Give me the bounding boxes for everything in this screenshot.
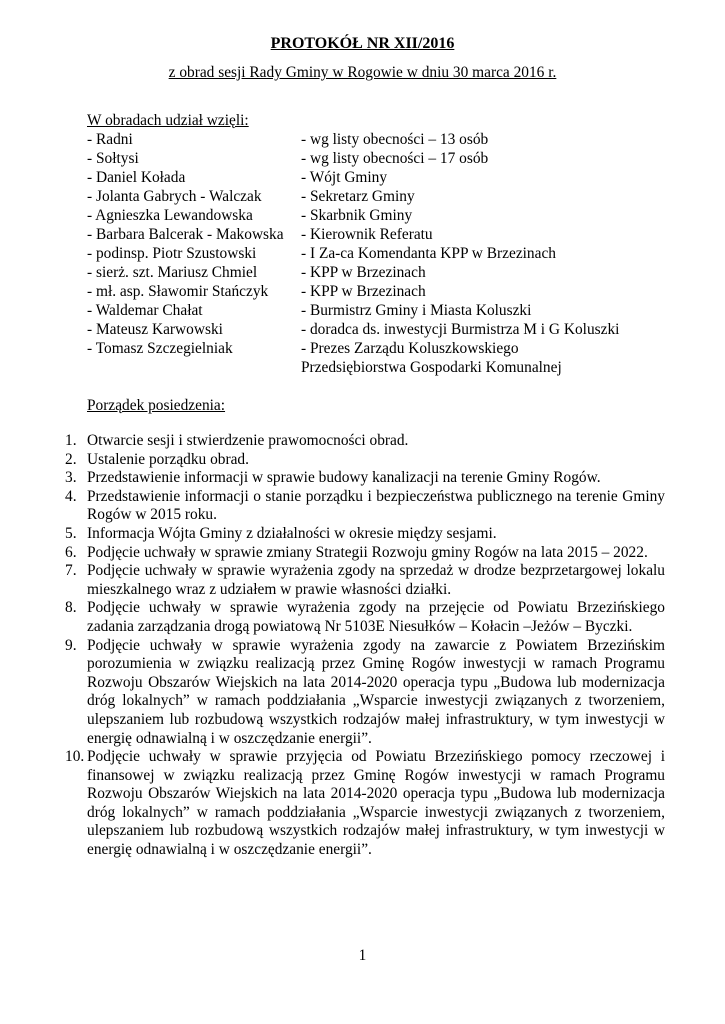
attendee-row (87, 169, 667, 188)
page-number: 1 (358, 947, 367, 964)
attendee-row (87, 245, 667, 264)
attendee-role: - doradca ds. inwestycji Burmistrza M i G Koluszki (301, 321, 620, 338)
agenda-item-text: Podjęcie uchwały w sprawie zmiany Strategii Rozwoju gminy Rogów na lata 2015 – 2022. (87, 543, 648, 561)
attendee-name: - Mateusz Karwowski (87, 321, 223, 338)
agenda-item-number: 6. (65, 543, 77, 561)
attendance-list (87, 131, 667, 378)
agenda-item-text: Ustalenie porządku obrad. (87, 450, 249, 468)
attendee-row (87, 264, 667, 283)
agenda-item (65, 544, 665, 563)
document-title: PROTOKÓŁ NR XII/2016 (270, 35, 455, 52)
agenda-item (65, 748, 665, 860)
attendee-role: - Wójt Gminy (301, 169, 388, 186)
agenda-item (65, 432, 665, 451)
attendee-role: - wg listy obecności – 13 osób (301, 131, 489, 148)
attendee-role: - Skarbnik Gminy (301, 207, 413, 224)
attendee-row (87, 340, 667, 359)
agenda-item (65, 562, 665, 599)
agenda-item-number: 8. (65, 599, 77, 617)
attendee-role: - KPP w Brzezinach (301, 283, 426, 300)
attendee-row (87, 359, 667, 378)
attendee-row (87, 150, 667, 169)
attendee-row (87, 226, 667, 245)
attendee-name: - Barbara Balcerak - Makowska (87, 226, 284, 243)
agenda-item-number: 4. (65, 487, 77, 505)
attendee-role: - I Za-ca Komendanta KPP w Brzezinach (301, 245, 556, 262)
attendee-role: - KPP w Brzezinach (301, 264, 426, 281)
attendee-name: - Tomasz Szczegielniak (87, 340, 233, 357)
attendee-role: - Kierownik Referatu (301, 226, 433, 243)
agenda-item-number: 9. (65, 636, 77, 654)
agenda-heading: Porządek posiedzenia: (87, 397, 226, 414)
attendee-name: - mł. asp. Sławomir Stańczyk (87, 283, 269, 300)
agenda-item (65, 469, 665, 488)
agenda-item-number: 3. (65, 469, 77, 487)
agenda-item (65, 525, 665, 544)
attendee-row (87, 283, 667, 302)
attendee-role: - Sekretarz Gminy (301, 188, 415, 205)
agenda-item-text: Przedstawienie informacji o stanie porządku i bezpieczeństwa publicznego na terenie Gminy Rogów w 2015 roku. (87, 487, 665, 524)
agenda-item (65, 488, 665, 525)
agenda-item (65, 451, 665, 470)
agenda-item-text: Podjęcie uchwały w sprawie wyrażenia zgody na zawarcie z Powiatem Brzezińskim porozumienia w związku realizacją przez Gminę Rogów inwestycji w ramach Programu Rozwoju Obszarów Wiejskich na lata 2014-2020 operacja typu „Budowa lub modernizacja dróg lokalnych” w ramach poddziałania „Wsparcie inwestycji związanych z tworzeniem, ulepszaniem lub rozbudową wszystkich rodzajów małej infrastruktury, w tym inwestycji w energię odnawialną i w oszczędzanie energii”. (87, 636, 665, 747)
attendee-name: - Waldemar Chałat (87, 302, 203, 319)
attendee-row (87, 321, 667, 340)
agenda-list (65, 432, 665, 860)
agenda-item (65, 599, 665, 636)
attendee-role: Przedsiębiorstwa Gospodarki Komunalnej (301, 359, 562, 376)
attendee-row (87, 207, 667, 226)
attendee-role: - Burmistrz Gminy i Miasta Koluszki (301, 302, 532, 319)
agenda-item-text: Podjęcie uchwały w sprawie wyrażenia zgody na przejęcie od Powiatu Brzezińskiego zadania zarządzania drogą powiatową Nr 5103E Niesułków – Kołacin –Jeżów – Byczki. (87, 599, 665, 635)
attendance-heading: W obradach udział wzięli: (87, 112, 249, 129)
attendee-name (87, 359, 301, 378)
document-subtitle: z obrad sesji Rady Gminy w Rogowie w dniu 30 marca 2016 r. (168, 64, 557, 81)
attendee-name: - Radni (87, 131, 133, 148)
attendee-row (87, 131, 667, 150)
attendee-row (87, 188, 667, 207)
agenda-item-number: 7. (65, 562, 77, 580)
attendee-name: - Agnieszka Lewandowska (87, 207, 253, 224)
agenda-item-number: 2. (65, 450, 77, 468)
agenda-item-text: Informacja Wójta Gminy z działalności w okresie między sesjami. (87, 524, 497, 542)
attendee-row (87, 302, 667, 321)
agenda-item-text: Otwarcie sesji i stwierdzenie prawomocności obrad. (87, 432, 409, 449)
agenda-item-number: 10. (65, 748, 85, 766)
agenda-item-text: Podjęcie uchwały w sprawie przyjęcia od Powiatu Brzezińskiego pomocy rzeczowej i finansowej w związku realizacją przez Gminę Rogów inwestycji w ramach Programu Rozwoju Obszarów Wiejskich na lata 2014-2020 operacja typu „Budowa lub modernizacja dróg lokalnych” w ramach poddziałania „Wsparcie inwestycji związanych z tworzeniem, ulepszaniem lub rozbudową wszystkich rodzajów małej infrastruktury, w tym inwestycji w energię odnawialną i w oszczędzanie energii”. (87, 748, 665, 859)
agenda-item-number: 1. (65, 432, 77, 449)
agenda-item-text: Przedstawienie informacji w sprawie budowy kanalizacji na terenie Gminy Rogów. (87, 469, 601, 487)
agenda-item-number: 5. (65, 524, 77, 542)
attendee-name: - Jolanta Gabrych - Walczak (87, 188, 262, 205)
attendee-role: - Prezes Zarządu Koluszkowskiego (301, 340, 519, 357)
agenda-item (65, 637, 665, 749)
attendee-name: - Daniel Kołada (87, 169, 186, 186)
attendee-role: - wg listy obecności – 17 osób (301, 150, 489, 167)
attendee-name: - Sołtysi (87, 150, 139, 167)
attendee-name: - podinsp. Piotr Szustowski (87, 245, 257, 262)
agenda-item-text: Podjęcie uchwały w sprawie wyrażenia zgody na sprzedaż w drodze bezprzetargowej lokalu mieszkalnego wraz z udziałem w prawie własności działki. (87, 562, 665, 598)
attendee-name: - sierż. szt. Mariusz Chmiel (87, 264, 258, 281)
